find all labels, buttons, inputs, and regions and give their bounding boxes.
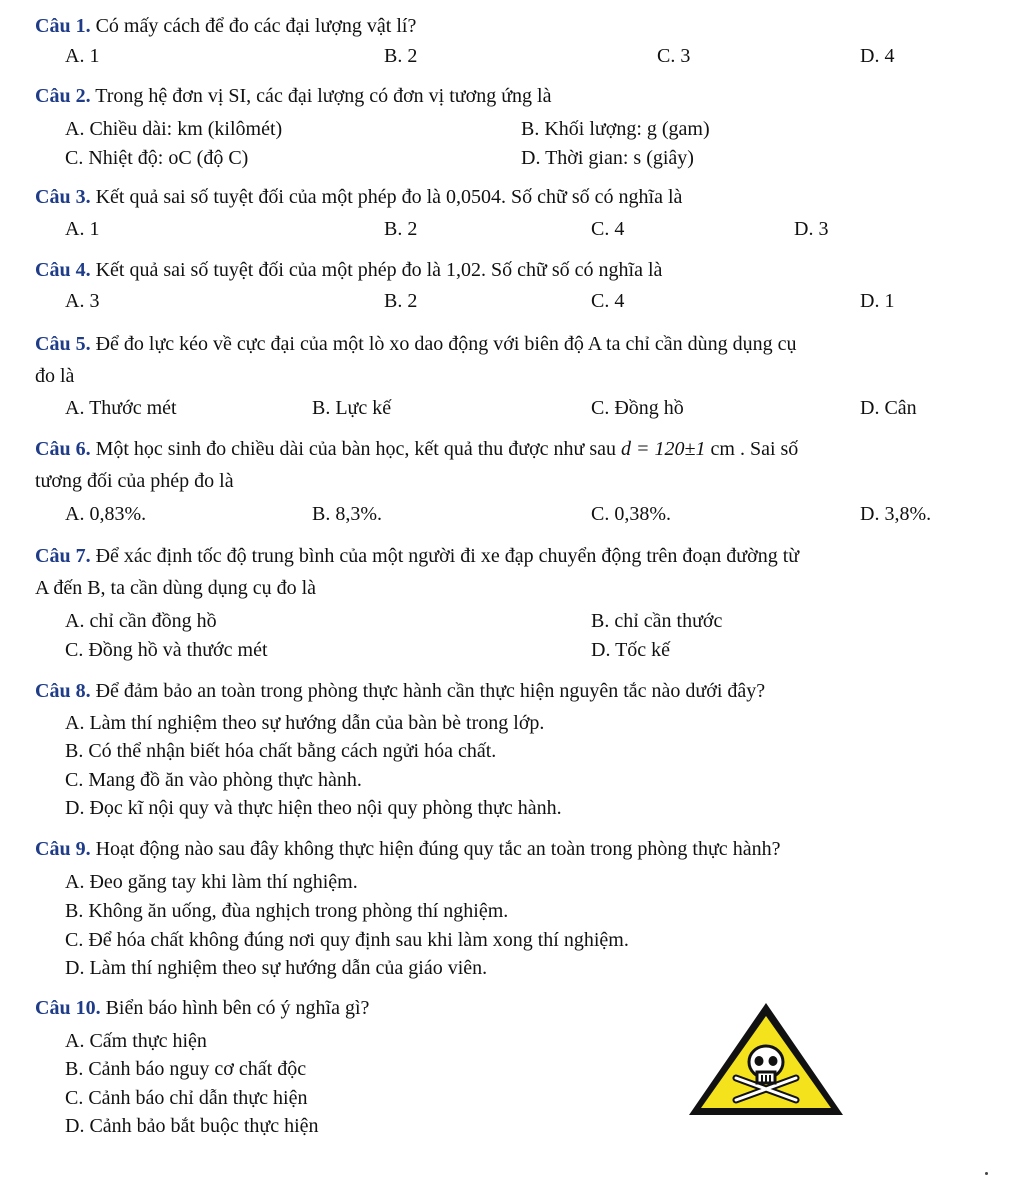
toxic-warning-sign-icon bbox=[686, 1000, 846, 1118]
option-a: A. Chiều dài: km (kilômét) bbox=[65, 118, 283, 140]
question-text: Hoạt động nào sau đây không thực hiện đúng quy tắc an toàn trong phòng thực hành? bbox=[90, 838, 781, 860]
option-b: B. Cảnh báo nguy cơ chất độc bbox=[65, 1058, 307, 1080]
option-c: C. Đồng hồ bbox=[591, 397, 684, 419]
option-c: C. Để hóa chất không đúng nơi quy định sau khi làm xong thí nghiệm. bbox=[65, 929, 629, 951]
question-text: Một học sinh đo chiều dài của bàn học, kết quả thu được như sau bbox=[90, 438, 622, 460]
option-c: C. Mang đồ ăn vào phòng thực hành. bbox=[65, 769, 362, 791]
option-b: B. Có thể nhận biết hóa chất bằng cách ngửi hóa chất. bbox=[65, 740, 497, 762]
option-a: A. 1 bbox=[65, 45, 100, 67]
question-1 bbox=[35, 14, 416, 38]
question-3 bbox=[35, 185, 682, 209]
option-a: A. Cấm thực hiện bbox=[65, 1030, 207, 1052]
question-4 bbox=[35, 258, 662, 282]
option-d: D. Thời gian: s (giây) bbox=[521, 147, 694, 169]
option-a: A. chỉ cần đồng hồ bbox=[65, 610, 217, 632]
question-number: Câu 6. bbox=[35, 438, 91, 460]
option-d: D. 1 bbox=[860, 290, 895, 312]
question-text: Để đảm bảo an toàn trong phòng thực hành cần thực hiện nguyên tắc nào dưới đây? bbox=[90, 680, 766, 702]
question-2 bbox=[35, 84, 551, 108]
option-c: C. 4 bbox=[591, 290, 625, 312]
option-c: C. 0,38%. bbox=[591, 503, 671, 525]
question-text: Để xác định tốc độ trung bình của một người đi xe đạp chuyển động trên đoạn đường từ bbox=[90, 545, 800, 567]
option-c: C. 3 bbox=[657, 45, 691, 67]
page-mark bbox=[985, 1172, 988, 1175]
question-number: Câu 9. bbox=[35, 838, 91, 860]
question-text: Có mấy cách để đo các đại lượng vật lí? bbox=[90, 15, 417, 37]
question-number: Câu 5. bbox=[35, 333, 91, 355]
question-6 bbox=[35, 437, 798, 461]
option-b: B. 2 bbox=[384, 290, 418, 312]
question-text: Trong hệ đơn vị SI, các đại lượng có đơn vị tương ứng là bbox=[90, 85, 552, 107]
option-a: A. 3 bbox=[65, 290, 100, 312]
option-d: D. 3,8%. bbox=[860, 503, 932, 525]
question-5 bbox=[35, 332, 797, 356]
option-d: D. Làm thí nghiệm theo sự hướng dẫn của giáo viên. bbox=[65, 957, 488, 979]
question-number: Câu 8. bbox=[35, 680, 91, 702]
question-number: Câu 4. bbox=[35, 259, 91, 281]
option-b: B. Khối lượng: g (gam) bbox=[521, 118, 710, 140]
question-number: Câu 1. bbox=[35, 15, 91, 37]
option-d: D. Tốc kế bbox=[591, 639, 671, 661]
option-d: D. Cảnh bảo bắt buộc thực hiện bbox=[65, 1115, 319, 1137]
option-b: B. chỉ cần thước bbox=[591, 610, 723, 632]
question-text: Kết quả sai số tuyệt đối của một phép đo là 1,02. Số chữ số có nghĩa là bbox=[90, 259, 663, 281]
question-7 bbox=[35, 544, 799, 568]
question-number: Câu 3. bbox=[35, 186, 91, 208]
question-number: Câu 2. bbox=[35, 85, 91, 107]
formula: d = 120±1 bbox=[621, 438, 706, 460]
question-5-continued: đo là bbox=[35, 365, 75, 387]
option-d: D. 4 bbox=[860, 45, 895, 67]
question-8 bbox=[35, 679, 765, 703]
option-a: A. 1 bbox=[65, 218, 100, 240]
option-b: B. Lực kế bbox=[312, 397, 392, 419]
question-9 bbox=[35, 837, 780, 861]
option-b: B. 8,3%. bbox=[312, 503, 382, 525]
question-7-continued: A đến B, ta cần dùng dụng cụ đo là bbox=[35, 577, 317, 599]
question-number: Câu 7. bbox=[35, 545, 91, 567]
option-d: D. Đọc kĩ nội quy và thực hiện theo nội quy phòng thực hành. bbox=[65, 797, 562, 819]
option-c: C. Đồng hồ và thước mét bbox=[65, 639, 268, 661]
option-c: C. 4 bbox=[591, 218, 625, 240]
question-text: Kết quả sai số tuyệt đối của một phép đo là 0,0504. Số chữ số có nghĩa là bbox=[90, 186, 683, 208]
question-number: Câu 10. bbox=[35, 997, 101, 1019]
formula-unit: cm . Sai số bbox=[705, 438, 799, 460]
question-6-continued: tương đối của phép đo là bbox=[35, 470, 234, 492]
option-d: D. Cân bbox=[860, 397, 917, 419]
option-b: B. 2 bbox=[384, 218, 418, 240]
question-text: Để đo lực kéo về cực đại của một lò xo dao động với biên độ A ta chỉ cần dùng dụng cụ bbox=[90, 333, 797, 355]
option-a: A. Làm thí nghiệm theo sự hướng dẫn của bàn bè trong lớp. bbox=[65, 712, 545, 734]
option-b: B. 2 bbox=[384, 45, 418, 67]
option-c: C. Nhiệt độ: oC (độ C) bbox=[65, 147, 249, 169]
question-text: Biển báo hình bên có ý nghĩa gì? bbox=[100, 997, 370, 1019]
question-10 bbox=[35, 996, 369, 1020]
option-a: A. 0,83%. bbox=[65, 503, 147, 525]
option-a: A. Thước mét bbox=[65, 397, 177, 419]
option-d: D. 3 bbox=[794, 218, 829, 240]
option-b: B. Không ăn uống, đùa nghịch trong phòng thí nghiệm. bbox=[65, 900, 509, 922]
option-a: A. Đeo găng tay khi làm thí nghiệm. bbox=[65, 871, 358, 893]
option-c: C. Cảnh báo chỉ dẫn thực hiện bbox=[65, 1087, 308, 1109]
